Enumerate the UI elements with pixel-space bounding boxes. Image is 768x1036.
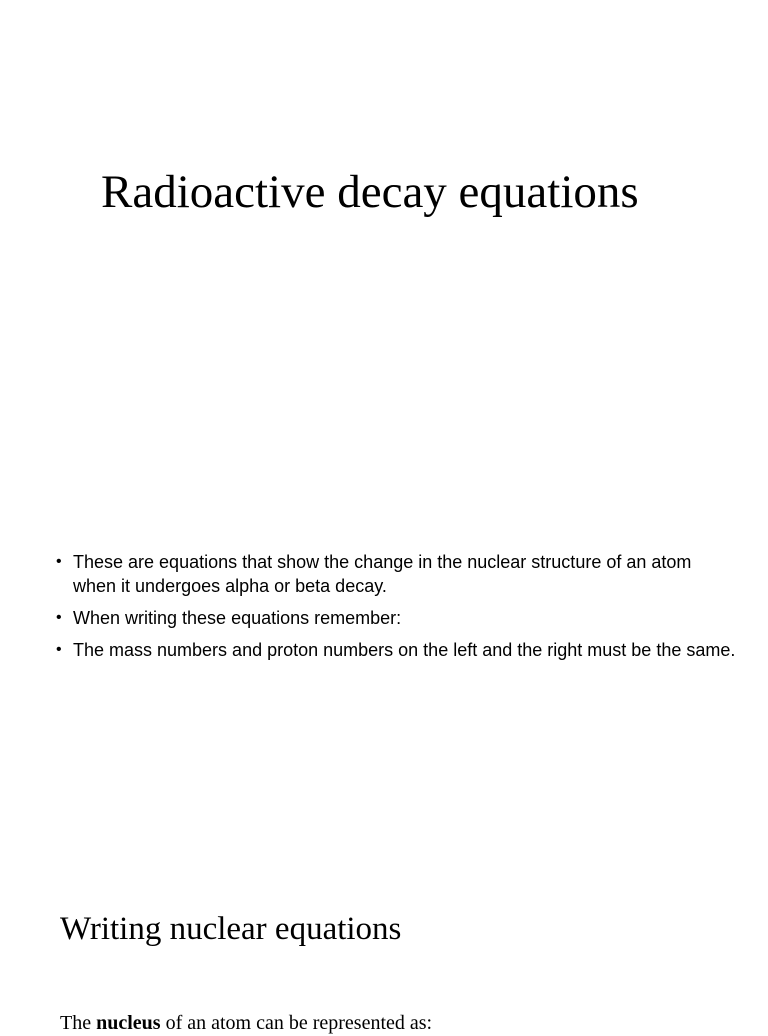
bullet-point-icon: •	[56, 609, 62, 626]
bullet-text: The mass numbers and proton numbers on the left and the right must be the same.	[73, 640, 736, 660]
bullet-item	[56, 606, 736, 630]
body-text-start: The	[60, 1012, 97, 1034]
body-text-line	[60, 1010, 432, 1036]
slide-title: Radioactive decay equations	[101, 166, 639, 218]
bullet-item	[56, 550, 736, 598]
section-heading: Writing nuclear equations	[60, 911, 402, 947]
bullet-point-icon: •	[56, 553, 62, 570]
body-text-end: of an atom can be represented as:	[160, 1012, 433, 1034]
bullet-point-icon: •	[56, 641, 62, 658]
bullet-list	[56, 550, 736, 670]
bullet-text: These are equations that show the change in the nuclear structure of an atom when it undergoes alpha or beta decay.	[73, 552, 692, 596]
bullet-item	[56, 638, 736, 662]
body-text-bold: nucleus	[96, 1012, 161, 1034]
bullet-text: When writing these equations remember:	[73, 608, 402, 628]
